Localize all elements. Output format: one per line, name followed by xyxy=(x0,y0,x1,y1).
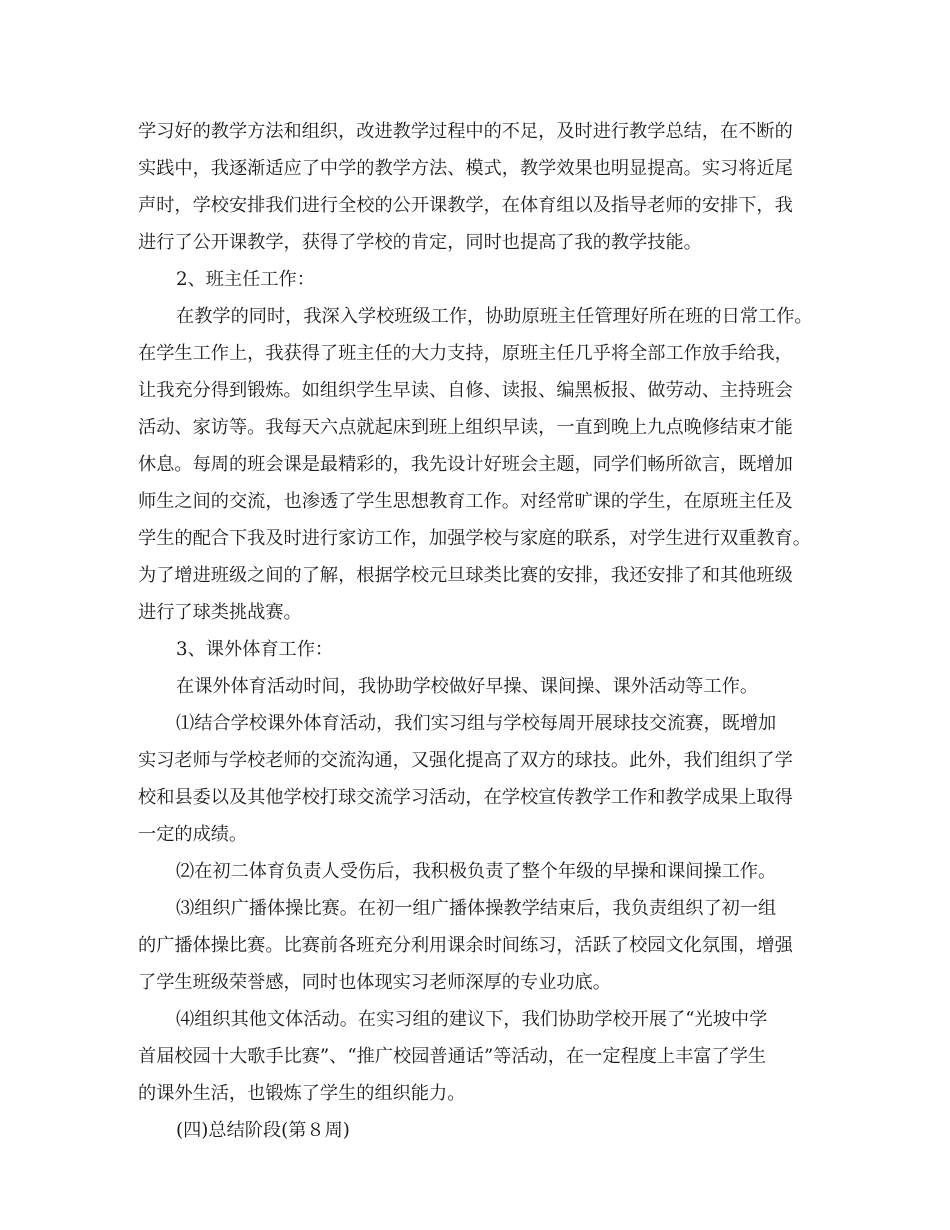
text-line: 首届校园十大歌手比赛”、“推广校园普通话”等活动，在一定程度上丰富了学生 xyxy=(138,1046,767,1067)
text-line: 校和县委以及其他学校打球交流学习活动，在学校宣传教学工作和教学成果上取得 xyxy=(138,787,793,808)
text-line: 进行了球类挑战赛。 xyxy=(138,602,302,623)
text-line: 在教学的同时，我深入学校班级工作，协助原班主任管理好所在班的日常工作。 xyxy=(176,306,813,327)
text-line: 学生的配合下我及时进行家访工作，加强学校与家庭的联系，对学生进行双重教育。 xyxy=(138,528,811,549)
document-body xyxy=(138,113,828,1149)
text-line: 了学生班级荣誉感，同时也体现实习老师深厚的专业功底。 xyxy=(138,972,611,993)
text-line: 为了增进班级之间的了解，根据学校元旦球类比赛的安排，我还安排了和其他班级 xyxy=(138,565,793,586)
list-item: ⑵在初二体育负责人受伤后，我积极负责了整个年级的早操和课间操工作。 xyxy=(176,861,777,882)
text-line: 休息。每周的班会课是最精彩的，我先设计好班会主题，同学们畅所欲言，既增加 xyxy=(138,454,793,475)
text-line: 让我充分得到锻炼。如组织学生早读、自修、读报、编黑板报、做劳动、主持班会 xyxy=(138,380,793,401)
list-item: ⑶组织广播体操比赛。在初一组广播体操教学结束后，我负责组织了初一组 xyxy=(176,898,777,919)
text-line: 实习老师与学校老师的交流沟通，又强化提高了双方的球技。此外，我们组织了学 xyxy=(138,750,793,771)
section-heading: (四)总结阶段(第８周) xyxy=(176,1120,350,1141)
text-line: 进行了公开课教学，获得了学校的肯定，同时也提高了我的教学技能。 xyxy=(138,232,702,253)
text-line: 的广播体操比赛。比赛前各班充分利用课余时间练习，活跃了校园文化氛围，增强 xyxy=(138,935,793,956)
text-line: 在课外体育活动时间，我协助学校做好早操、课间操、课外活动等工作。 xyxy=(176,676,759,697)
list-item: ⑴结合学校课外体育活动，我们实习组与学校每周开展球技交流赛，既增加 xyxy=(176,713,777,734)
text-line: 活动、家访等。我每天六点就起床到班上组织早读，一直到晚上九点晚修结束才能 xyxy=(138,417,793,438)
text-line: 一定的成绩。 xyxy=(138,824,248,845)
text-line: 声时，学校安排我们进行全校的公开课教学，在体育组以及指导老师的安排下，我 xyxy=(138,195,793,216)
text-line: 师生之间的交流，也渗透了学生思想教育工作。对经常旷课的学生，在原班主任及 xyxy=(138,491,793,512)
section-heading: 2、班主任工作： xyxy=(176,269,315,290)
text-line: 学习好的教学方法和组织，改进教学过程中的不足，及时进行教学总结，在不断的 xyxy=(138,121,793,142)
text-line: 实践中，我逐渐适应了中学的教学方法、模式，教学效果也明显提高。实习将近尾 xyxy=(138,158,793,179)
list-item: ⑷组织其他文体活动。在实习组的建议下，我们协助学校开展了“光坡中学 xyxy=(176,1009,768,1030)
text-line: 在学生工作上，我获得了班主任的大力支持，原班主任几乎将全部工作放手给我， xyxy=(138,343,793,364)
text-line: 的课外生活，也锻炼了学生的组织能力。 xyxy=(138,1083,466,1104)
section-heading: 3、课外体育工作： xyxy=(176,639,334,660)
